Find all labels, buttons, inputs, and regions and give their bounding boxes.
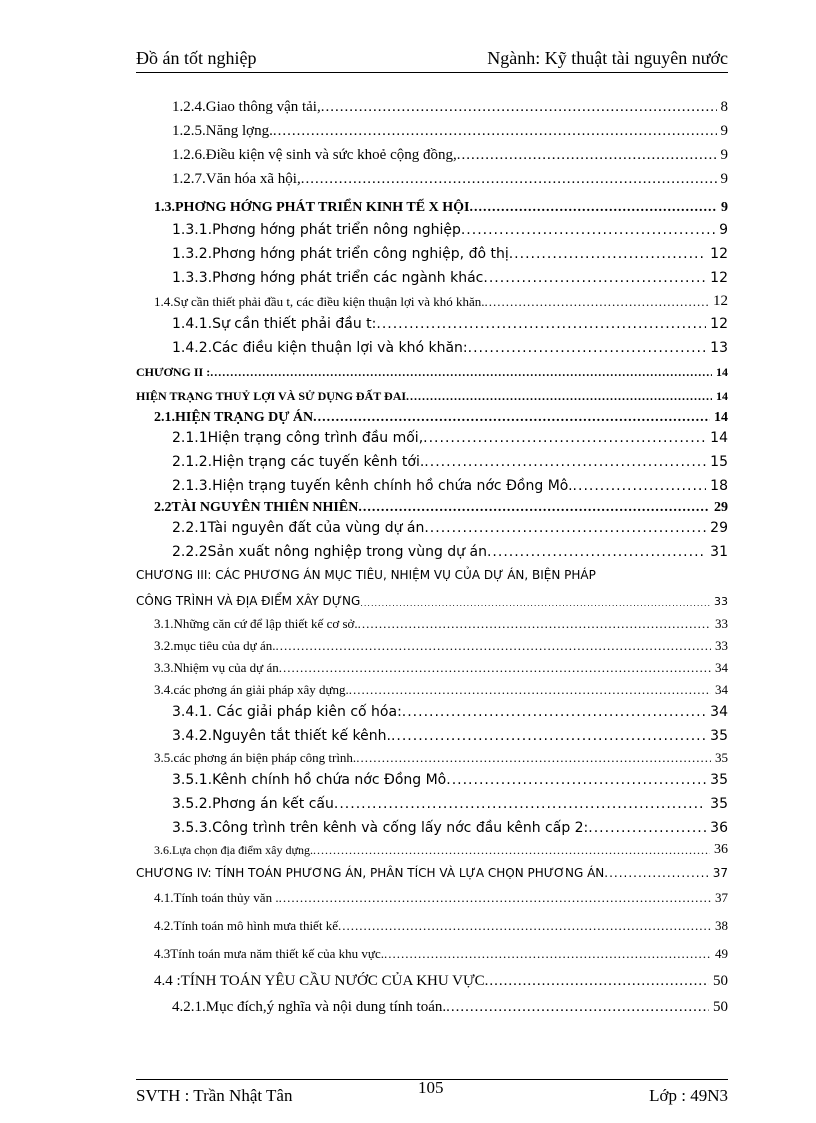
toc-entry-number: 2.1.2. [172, 454, 213, 470]
toc-entry-title: Nhiệm vụ của dự án [173, 660, 279, 675]
toc-entry-title: Phơng hớng phát triển công nghiệp, đô thị [212, 246, 509, 262]
toc-entry-page: 34 [715, 682, 728, 697]
toc-entry[interactable] [172, 514, 728, 536]
toc-entry[interactable] [154, 632, 728, 654]
toc-entry-page: 9 [720, 171, 728, 187]
toc-entry[interactable] [172, 310, 728, 332]
toc-leader-dots [509, 246, 706, 262]
toc-entry-number: 2.1. [154, 410, 175, 425]
toc-entry-page: 50 [713, 999, 728, 1015]
toc-leader-dots [588, 820, 706, 836]
toc-entry-title: CHƯƠNG III: CÁC PHƯƠNG ÁN MỤC TIÊU, NHIỆM VỤ CỦA DỰ ÁN, BIỆN PHÁP [136, 568, 596, 582]
toc-entry[interactable] [172, 538, 728, 560]
page-footer [136, 1078, 728, 1106]
footer-class: Lớp : 49N3 [649, 1086, 728, 1105]
toc-entry-title: Sự cần thiết phải đầu t: [212, 316, 377, 332]
toc-entry-number: 3.5.3. [172, 820, 213, 836]
toc-entry-page: 14 [710, 430, 728, 446]
toc-leader-dots [457, 147, 717, 164]
toc-leader-dots [423, 430, 706, 446]
toc-entry-page: 12 [710, 270, 728, 286]
toc-entry-number: 1.2.7. [172, 171, 206, 187]
toc-entry-title: Điều kiện vệ sinh và sức khoẻ cộng đồng, [205, 147, 457, 163]
toc-entry-title: Hiện trạng công trình đầu mối, [207, 430, 424, 446]
toc-entry-page: 34 [710, 704, 728, 720]
toc-entry-title: HIỆN TRẠNG THUỶ LỢI VÀ SỬ DỤNG ĐẤT ĐAI [136, 389, 407, 403]
toc-entry-title: HIỆN TRẠNG DỰ ÁN [175, 410, 314, 425]
toc-entry-title: . Các giải pháp kiên cố hóa: [207, 704, 402, 720]
toc-entry[interactable] [172, 790, 728, 812]
toc-entry-page: 15 [710, 454, 728, 470]
toc-entry-number: 1.2.4. [172, 99, 206, 115]
toc-entry-number: 1.3.1. [172, 222, 213, 238]
toc-entry[interactable] [172, 142, 728, 164]
toc-entry-page: 35 [710, 796, 728, 812]
toc-leader-dots [461, 222, 715, 238]
toc-leader-dots [384, 946, 711, 962]
toc-entry-page: 12 [713, 293, 728, 309]
toc-entry-title: mục tiêu của dự án. [173, 638, 276, 653]
toc-entry-page: 33 [714, 595, 728, 608]
toc-leader-dots [321, 99, 717, 116]
toc-entry-number: 3.4.1 [172, 704, 208, 720]
toc-leader-dots [469, 200, 717, 216]
toc-leader-dots [446, 772, 706, 788]
toc-entry[interactable] [172, 814, 728, 836]
toc-entry-title: Phơng án kết cấu [212, 796, 334, 812]
toc-entry-title: Năng lợng. [205, 123, 273, 139]
toc-entry[interactable] [172, 472, 728, 494]
toc-entry-title: CÔNG TRÌNH VÀ ĐỊA ĐIỂM XÂY DỰNG [136, 594, 361, 608]
toc-entry-number: 3.1. [154, 616, 174, 631]
toc-entry[interactable] [154, 940, 728, 962]
toc-leader-dots [604, 866, 708, 880]
toc-entry-title: Nguyên tắt thiết kế kênh. [212, 728, 391, 744]
toc-chapter-entry[interactable] [136, 586, 728, 608]
toc-entry-page: 35 [710, 728, 728, 744]
toc-leader-dots [210, 365, 712, 380]
toc-leader-dots [391, 728, 706, 744]
toc-entry-page: 9 [719, 222, 728, 238]
toc-entry-number: 1.4.1. [172, 316, 213, 332]
toc-entry-title: Hiện trạng các tuyến kênh tới. [212, 454, 425, 470]
toc-leader-dots [446, 999, 709, 1016]
toc-entry-page: 36 [714, 842, 728, 857]
toc-entry-title: CHƯƠNG II : [136, 365, 211, 379]
toc-leader-dots [279, 890, 711, 906]
toc-leader-dots [487, 544, 706, 560]
header-divider [136, 72, 728, 73]
toc-entry-page: 9 [720, 123, 728, 139]
toc-entry-number: 3.6 [154, 843, 169, 857]
toc-entry-title: Công trình trên kênh và cống lấy nớc đầu kênh cấp 2: [212, 820, 589, 836]
toc-entry[interactable] [172, 216, 728, 238]
toc-entry[interactable] [172, 334, 728, 356]
toc-entry-title: Văn hóa xã hội, [205, 171, 301, 187]
toc-entry[interactable] [154, 836, 728, 858]
toc-chapter-entry[interactable] [136, 382, 728, 404]
toc-entry-number: 2.2 [154, 500, 172, 515]
toc-entry-page: 49 [715, 946, 728, 961]
toc-entry-page: 8 [720, 99, 728, 115]
toc-entry[interactable] [154, 744, 728, 766]
toc-entry-title: Các điều kiện thuận lợi và khó khăn: [212, 340, 468, 356]
toc-entry-number: 3.5.2. [172, 796, 213, 812]
toc-entry[interactable] [172, 698, 728, 720]
toc-entry[interactable] [172, 94, 728, 116]
footer-student: SVTH : Trần Nhật Tân [136, 1086, 293, 1105]
toc-entry-page: 29 [710, 520, 728, 536]
toc-entry[interactable] [154, 194, 728, 216]
toc-entry-title: TÍNH TOÁN YÊU CẦU NƯỚC CỦA KHU VỰC [180, 973, 485, 989]
toc-entry[interactable] [172, 166, 728, 188]
header-document-type: Đồ án tốt nghiệp [136, 48, 257, 68]
toc-leader-dots [275, 638, 711, 654]
toc-entry-page: 36 [710, 820, 728, 836]
toc-entry-title: Tính toán mưa năm thiết kế của khu vực. [170, 946, 384, 961]
toc-entry-title: Tính toán mô hình mưa thiết kế [173, 918, 338, 933]
toc-leader-dots [338, 918, 711, 934]
toc-entry-number: 4.2. [154, 918, 174, 933]
toc-leader-dots [301, 171, 717, 188]
toc-entry-number: 1.3. [154, 200, 175, 215]
toc-entry-page: 9 [721, 200, 728, 215]
toc-entry[interactable] [154, 884, 728, 906]
toc-entry-title: PHƠNG HỚNG PHÁT TRIỂN KINH TẾ X HỘI [175, 200, 470, 215]
toc-entry-number: 4.4 : [154, 973, 181, 989]
toc-leader-dots [424, 454, 706, 470]
toc-entry-number: 1.4.2. [172, 340, 213, 356]
toc-leader-dots [358, 616, 711, 632]
toc-entry-number: 3.5.1. [172, 772, 213, 788]
toc-leader-dots [468, 340, 707, 356]
toc-entry-title: TÀI NGUYÊN THIÊN NHIÊN [171, 500, 359, 515]
toc-leader-dots [273, 123, 717, 140]
toc-leader-dots [424, 520, 706, 536]
toc-entry-title: các phơng án giải pháp xây dựng. [173, 682, 349, 697]
toc-entry-page: 12 [710, 246, 728, 262]
toc-entry[interactable] [172, 118, 728, 140]
toc-entry-page: 29 [714, 500, 728, 515]
toc-entry[interactable] [154, 404, 728, 426]
toc-entry-page: 38 [715, 918, 728, 933]
toc-entry-number: 4.2.1. [172, 999, 206, 1015]
toc-entry-title: .Lựa chọn địa điểm xây dựng. [169, 843, 313, 857]
toc-entry-title: Phơng hớng phát triển nông nghiệp [212, 222, 461, 238]
toc-entry-number: 3.4.2. [172, 728, 213, 744]
page-header [136, 48, 728, 72]
toc-leader-dots [485, 973, 709, 990]
toc-leader-dots [573, 478, 707, 494]
toc-entry-title: Giao thông vận tải, [205, 99, 321, 115]
toc-entry[interactable] [154, 912, 728, 934]
toc-entry[interactable] [154, 610, 728, 632]
toc-entry-title: Mục đích,ý nghĩa và nội dung tính toán. [205, 999, 447, 1015]
toc-entry-page: 50 [713, 973, 728, 989]
toc-chapter-entry[interactable] [136, 358, 728, 380]
toc-entry-title: Tính toán thủy văn . [173, 890, 279, 905]
toc-entry[interactable] [154, 968, 728, 990]
toc-entry[interactable] [172, 424, 728, 446]
toc-entry[interactable] [172, 264, 728, 286]
toc-leader-dots [485, 294, 709, 310]
toc-entry[interactable] [172, 994, 728, 1016]
toc-entry-page: 35 [710, 772, 728, 788]
toc-entry[interactable] [172, 766, 728, 788]
toc-entry[interactable] [172, 240, 728, 262]
toc-entry-page: 14 [716, 389, 728, 403]
toc-entry-page: 9 [720, 147, 728, 163]
toc-entry-title: Phơng hớng phát triển các ngành khác [212, 270, 484, 286]
toc-entry-page: 12 [710, 316, 728, 332]
toc-leader-dots [279, 660, 711, 676]
page-number: 105 [418, 1078, 444, 1097]
toc-entry-number: 2.1.1 [172, 430, 208, 446]
toc-entry-page: 18 [710, 478, 728, 494]
toc-entry[interactable] [154, 288, 728, 310]
toc-leader-dots [360, 599, 710, 608]
toc-entry-number: 1.4. [154, 294, 174, 309]
toc-entry-number: 1.2.5. [172, 123, 206, 139]
toc-entry-number: 1.3.2. [172, 246, 213, 262]
toc-entry-number: 3.5. [154, 750, 174, 765]
toc-entry-number: 1.2.6. [172, 147, 206, 163]
toc-entry-number: 1.3.3. [172, 270, 213, 286]
toc-leader-dots [402, 704, 706, 720]
toc-entry-title: CHƯƠNG IV: TÍNH TOÁN PHƯƠNG ÁN, PHÂN TÍCH VÀ LỰA CHỌN PHƯƠNG ÁN [136, 866, 605, 880]
toc-entry-page: 13 [710, 340, 728, 356]
toc-entry-page: 33 [715, 616, 728, 631]
toc-entry-title: Tài nguyên đất của vùng dự án [207, 520, 425, 536]
toc-entry-number: 4.3 [154, 946, 171, 961]
toc-chapter-entry[interactable] [136, 858, 728, 880]
toc-entry-title: Những căn cứ để lập thiết kế cơ sở. [173, 616, 358, 631]
toc-leader-dots [406, 389, 712, 404]
toc-entry-number: 2.2.2 [172, 544, 208, 560]
toc-leader-dots [349, 682, 711, 698]
toc-entry-title: Sản xuất nông nghiệp trong vùng dự án [207, 544, 487, 560]
toc-entry-number: 3.2. [154, 638, 174, 653]
toc-entry-title: Sự cần thiết phải đầu t, các điều kiện thuận lợi và khó khăn. [173, 294, 485, 309]
toc-leader-dots [483, 270, 706, 286]
toc-entry-page: 37 [712, 866, 728, 880]
toc-leader-dots [356, 750, 711, 766]
header-major: Ngành: Kỹ thuật tài nguyên nước [487, 48, 728, 68]
toc-entry-page: 14 [716, 365, 728, 379]
toc-entry-number: 4.1. [154, 890, 174, 905]
toc-chapter-entry[interactable] [136, 560, 728, 582]
toc-entry-page: 14 [714, 410, 728, 425]
toc-entry-page: 37 [715, 890, 728, 905]
toc-entry-number: 2.1.3. [172, 478, 213, 494]
toc-entry-number: 3.4. [154, 682, 174, 697]
toc-entry[interactable] [154, 654, 728, 676]
toc-leader-dots [376, 316, 706, 332]
toc-entry-page: 31 [710, 544, 728, 560]
toc-entry-number: 2.2.1 [172, 520, 208, 536]
toc-entry-title: các phơng án biện pháp công trình. [173, 750, 357, 765]
toc-entry-page: 33 [715, 638, 728, 653]
toc-leader-dots [313, 843, 710, 858]
toc-entry-title: Kênh chính hồ chứa nớc Đồng Mô [212, 772, 447, 788]
toc-entry[interactable] [172, 448, 728, 470]
toc-entry[interactable] [154, 494, 728, 516]
toc-entry-title: Hiện trạng tuyến kênh chính hồ chứa nớc Đồng Mô. [212, 478, 573, 494]
toc-entry[interactable] [172, 722, 728, 744]
toc-entry-number: 3.3. [154, 660, 174, 675]
toc-entry-page: 34 [715, 660, 728, 675]
toc-entry-page: 35 [715, 750, 728, 765]
toc-leader-dots [334, 796, 706, 812]
toc-entry[interactable] [154, 676, 728, 698]
